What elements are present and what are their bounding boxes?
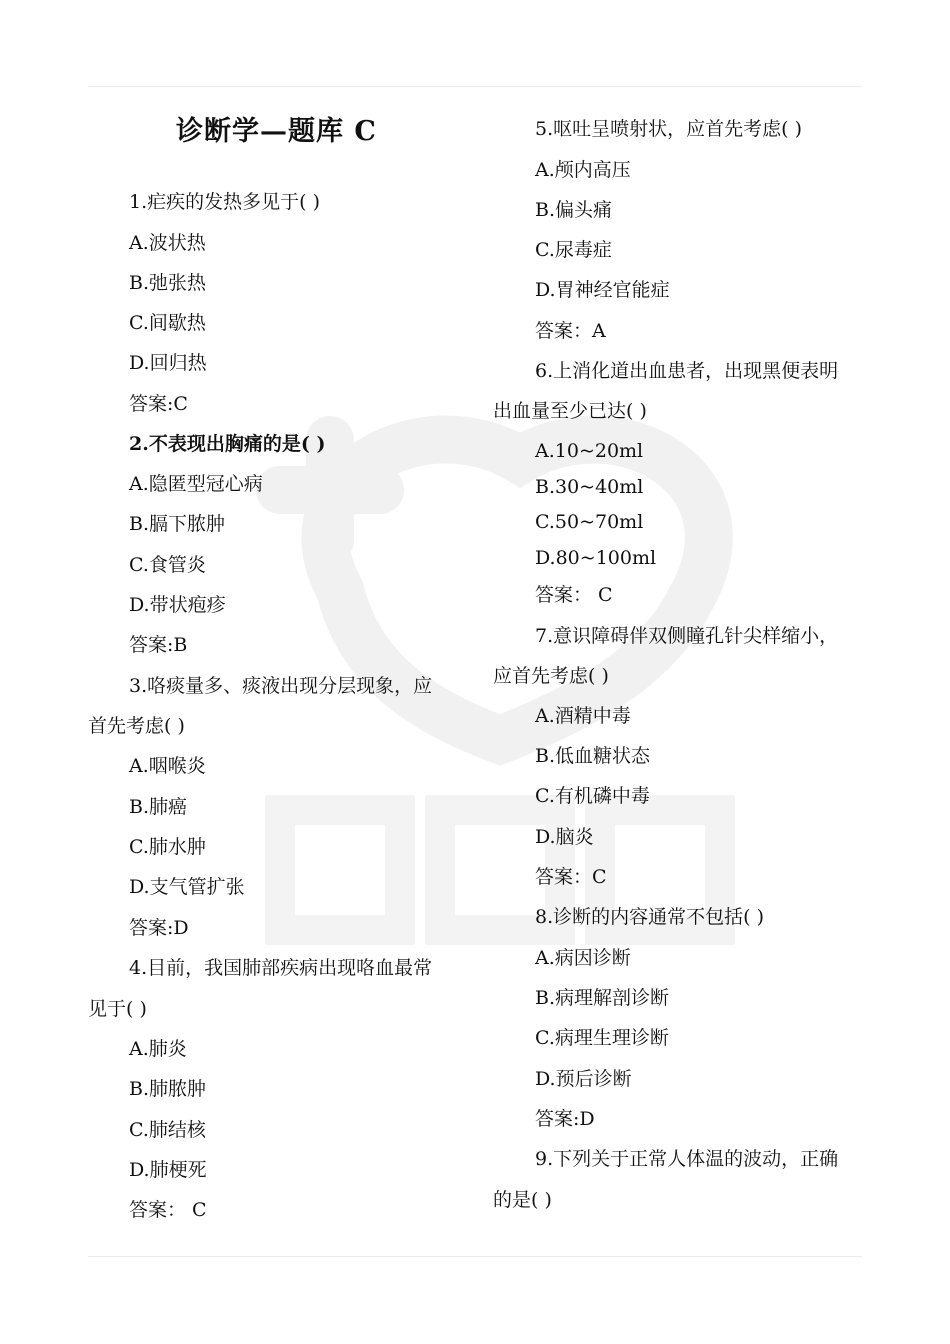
right-column-line: 6.上消化道出血患者，出现黑便表明 xyxy=(535,360,839,382)
left-column-line: D.回归热 xyxy=(129,352,207,374)
left-column-line: B.弛张热 xyxy=(129,272,207,294)
right-column-line: C.病理生理诊断 xyxy=(535,1027,669,1049)
left-column-line: B.膈下脓肿 xyxy=(129,513,226,535)
left-column-line: D.肺梗死 xyxy=(129,1159,207,1181)
left-column-line: 见于( ) xyxy=(88,998,147,1020)
left-column-line: C.间歇热 xyxy=(129,312,206,334)
left-column-line: A.咽喉炎 xyxy=(129,755,206,777)
left-column-line: C.肺水肿 xyxy=(129,836,206,858)
left-column-line: D.支气管扩张 xyxy=(129,876,245,898)
page-title: 诊断学—题库 C xyxy=(176,116,377,147)
left-column-line: 答案:C xyxy=(129,393,188,415)
right-column-line: 7.意识障碍伴双侧瞳孔针尖样缩小， xyxy=(535,625,839,647)
right-column-line: B.30~40ml xyxy=(535,476,644,498)
right-column-line: C.50~70ml xyxy=(535,511,644,533)
left-column-line: C.肺结核 xyxy=(129,1119,206,1141)
top-divider xyxy=(88,86,862,87)
right-column-line: D.80~100ml xyxy=(535,547,657,569)
right-column-line: 答案：C xyxy=(535,866,607,888)
right-column-line: 8.诊断的内容通常不包括( ) xyxy=(535,906,764,928)
left-column-line: 1.疟疾的发热多见于( ) xyxy=(129,191,320,213)
right-column-line: 的是( ) xyxy=(493,1189,552,1211)
right-column-line: B.低血糖状态 xyxy=(535,745,651,767)
right-column-line: 5.呕吐呈喷射状，应首先考虑( ) xyxy=(535,118,802,140)
right-column-line: A.酒精中毒 xyxy=(535,705,631,727)
right-column-line: D.脑炎 xyxy=(535,826,594,848)
right-column-line: 答案:D xyxy=(535,1108,595,1130)
right-column-line: C.尿毒症 xyxy=(535,239,612,261)
right-column-line: 出血量至少已达( ) xyxy=(493,400,647,422)
right-column-line: C.有机磷中毒 xyxy=(535,785,650,807)
right-column-line: B.病理解剖诊断 xyxy=(535,987,670,1009)
left-column-line: C.食管炎 xyxy=(129,554,206,576)
right-column-line: A.颅内高压 xyxy=(535,159,631,181)
right-column-line: A.10~20ml xyxy=(535,440,644,462)
right-column-line: D.预后诊断 xyxy=(535,1068,632,1090)
left-column-line: 答案： C xyxy=(129,1199,207,1221)
right-column-line: 答案： C xyxy=(535,584,613,606)
right-column-line: B.偏头痛 xyxy=(535,199,613,221)
left-column-line: B.肺脓肿 xyxy=(129,1078,207,1100)
left-column-line: 首先考虑( ) xyxy=(88,715,185,737)
left-column-line: 2.不表现出胸痛的是( ) xyxy=(129,433,326,455)
left-column-line: 答案:B xyxy=(129,634,188,656)
left-column-line: A.波状热 xyxy=(129,232,206,254)
left-column-line: 3.咯痰量多、痰液出现分层现象，应 xyxy=(129,675,433,697)
left-column-line: 4.目前，我国肺部疾病出现咯血最常 xyxy=(129,957,433,979)
left-column-line: D.带状疱疹 xyxy=(129,594,226,616)
bottom-divider xyxy=(88,1256,862,1257)
right-column-line: 应首先考虑( ) xyxy=(493,665,609,687)
left-column-line: B.肺癌 xyxy=(129,796,188,818)
right-column-line: 答案：A xyxy=(535,320,606,342)
right-column-line: 9.下列关于正常人体温的波动，正确 xyxy=(535,1148,839,1170)
left-column-line: 答案:D xyxy=(129,917,189,939)
left-column-line: A.肺炎 xyxy=(129,1038,187,1060)
left-column-line: A.隐匿型冠心病 xyxy=(129,473,263,495)
right-column-line: A.病因诊断 xyxy=(535,947,631,969)
right-column-line: D.胃神经官能症 xyxy=(535,279,670,301)
